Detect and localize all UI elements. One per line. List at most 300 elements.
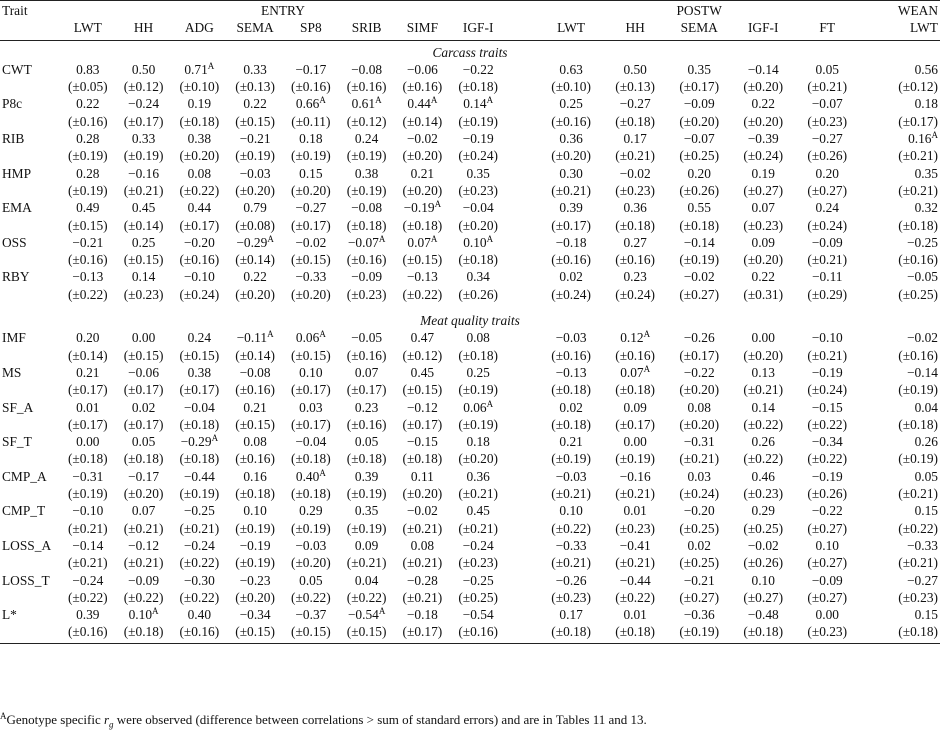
correlation-value [539, 199, 603, 216]
genotype-specific-mark: A [207, 60, 215, 71]
standard-error: (±0.20) [743, 347, 784, 363]
standard-error: (±0.15) [123, 252, 164, 268]
table-row [0, 537, 940, 554]
standard-error: (±0.24) [679, 486, 720, 502]
correlation-value [450, 61, 506, 78]
correlation-value [539, 468, 603, 485]
correlation-value [227, 199, 283, 216]
value-text: −0.09 [811, 234, 843, 250]
value-text: 0.09 [354, 537, 379, 553]
standard-error: (±0.16) [346, 347, 387, 363]
trait-name: RIB [2, 131, 25, 147]
column-header-entry: HH [116, 19, 172, 40]
standard-error: (±0.21) [123, 555, 164, 571]
value-text: 0.24 [815, 200, 839, 216]
correlation-value [227, 130, 283, 147]
correlation-value [171, 572, 227, 589]
value-text: 0.25 [466, 364, 490, 380]
group-header-wean: WEAN [859, 1, 940, 20]
value-text: 0.49 [76, 200, 100, 216]
genotype-specific-mark: A [378, 606, 386, 617]
value-text: 0.01 [623, 503, 647, 519]
standard-error: (±0.19) [235, 520, 275, 536]
correlation-value [60, 537, 116, 554]
standard-error: (±0.19) [615, 451, 655, 467]
standard-error: (±0.12) [123, 79, 164, 95]
correlation-value [795, 537, 859, 554]
standard-error: (±0.21) [123, 182, 164, 198]
value-text: −0.41 [619, 537, 651, 553]
table-row [0, 61, 940, 78]
correlation-value [795, 502, 859, 519]
standard-error: (±0.21) [67, 520, 108, 536]
correlation-value [339, 95, 395, 112]
value-text: 0.29 [299, 503, 323, 519]
value-text: 0.20 [76, 330, 100, 346]
standard-error: (±0.22) [67, 589, 108, 605]
standard-error: (±0.19) [291, 148, 331, 164]
standard-error: (±0.16) [346, 79, 387, 95]
standard-error: (±0.21) [551, 555, 591, 571]
standard-error: (±0.18) [539, 623, 603, 643]
value-text: −0.04 [462, 200, 494, 216]
correlation-value [395, 537, 451, 554]
value-text: −0.19 [811, 364, 843, 380]
standard-error: (±0.15) [402, 252, 443, 268]
correlation-value [60, 606, 116, 623]
standard-error: (±0.17) [67, 382, 108, 398]
standard-error: (±0.20) [458, 217, 499, 233]
value-text: 0.22 [751, 96, 775, 112]
value-text: −0.17 [128, 468, 160, 484]
genotype-specific-mark: A [486, 95, 494, 106]
value-text: 0.10 [299, 364, 323, 380]
correlation-value [603, 572, 667, 589]
value-text: 0.18 [299, 131, 323, 147]
correlation-value [395, 364, 451, 381]
value-text: −0.02 [683, 269, 715, 285]
value-text: 0.14 [751, 399, 775, 415]
value-text: −0.15 [406, 434, 438, 450]
standard-error: (±0.25) [679, 555, 720, 571]
correlation-value [395, 95, 451, 112]
value-text: 0.09 [751, 234, 775, 250]
correlation-value [116, 95, 172, 112]
section-title: Meat quality traits [420, 313, 520, 329]
standard-error: (±0.20) [551, 148, 591, 164]
value-text: 0.00 [76, 434, 100, 450]
correlation-value [339, 130, 395, 147]
standard-error: (±0.17) [179, 382, 220, 398]
standard-error: (±0.17) [291, 382, 331, 398]
standard-error: (±0.19) [667, 623, 731, 643]
value-text: 0.47 [410, 330, 435, 346]
correlation-value [171, 130, 227, 147]
value-text: 0.21 [559, 434, 583, 450]
standard-error: (±0.12) [402, 347, 443, 363]
standard-error: (±0.16) [235, 451, 275, 467]
correlation-value [339, 268, 395, 285]
value-text: 0.03 [687, 468, 711, 484]
standard-error: (±0.25) [458, 589, 499, 605]
standard-error: (±0.21) [743, 382, 784, 398]
correlation-value [539, 234, 603, 251]
correlation-value [603, 130, 667, 147]
correlation-value [227, 433, 283, 450]
correlation-value [227, 234, 283, 251]
value-text: −0.10 [183, 269, 215, 285]
standard-error: (±0.16) [291, 79, 331, 95]
value-text: −0.27 [295, 200, 327, 216]
standard-error: (±0.20) [235, 182, 275, 198]
value-text: 0.71 [184, 61, 208, 77]
value-text: 0.23 [623, 269, 647, 285]
standard-error: (±0.24) [458, 148, 499, 164]
correlation-value [116, 61, 172, 78]
value-text: 0.44 [187, 200, 212, 216]
standard-error: (±0.19) [123, 148, 164, 164]
value-text: −0.04 [295, 434, 327, 450]
correlation-value [731, 399, 795, 416]
value-text: 0.09 [623, 399, 647, 415]
correlation-value [450, 199, 506, 216]
standard-error: (±0.15) [339, 623, 395, 643]
correlation-value [731, 606, 795, 623]
correlation-value [283, 199, 339, 216]
correlation-value [60, 468, 116, 485]
correlation-value [539, 268, 603, 285]
correlation-value [116, 537, 172, 554]
correlation-value [60, 329, 116, 346]
correlation-value [60, 130, 116, 147]
value-text: −0.34 [811, 434, 843, 450]
trait-name: LOSS_T [2, 572, 50, 588]
correlation-value [795, 95, 859, 112]
standard-error: (±0.18) [346, 451, 387, 467]
standard-error: (±0.22) [179, 589, 220, 605]
standard-error: (±0.19) [898, 382, 938, 398]
standard-error: (±0.17) [615, 416, 655, 432]
value-text: −0.39 [747, 131, 779, 147]
value-text: 0.05 [914, 468, 938, 484]
value-text: −0.29 [236, 234, 268, 250]
standard-error: (±0.17) [123, 113, 164, 129]
value-text: 0.21 [76, 364, 100, 380]
value-text: 0.24 [354, 131, 379, 147]
correlation-value [171, 502, 227, 519]
value-text: −0.31 [72, 468, 104, 484]
correlation-value [450, 329, 506, 346]
standard-error: (±0.25) [679, 148, 720, 164]
correlation-value [731, 502, 795, 519]
standard-error: (±0.23) [795, 623, 859, 643]
standard-error: (±0.22) [807, 451, 848, 467]
value-text: 0.04 [354, 572, 379, 588]
correlation-value [859, 329, 940, 346]
standard-error: (±0.23) [615, 182, 655, 198]
trait-name: CMP_A [2, 468, 47, 484]
correlation-value [60, 95, 116, 112]
correlation-value [859, 61, 940, 78]
standard-error: (±0.27) [807, 182, 848, 198]
value-text: 0.22 [76, 96, 100, 112]
correlation-value [227, 329, 283, 346]
trait-name: CMP_T [2, 503, 46, 519]
column-header-postw: HH [603, 19, 667, 40]
value-text: 0.13 [751, 364, 775, 380]
correlation-value [450, 433, 506, 450]
standard-error: (±0.18) [179, 113, 220, 129]
value-text: 0.28 [76, 131, 100, 147]
genotype-specific-mark: A [319, 329, 326, 340]
correlation-value [539, 329, 603, 346]
table-row-se [0, 520, 940, 537]
table-row-se [0, 251, 940, 268]
value-text: −0.12 [128, 537, 160, 553]
standard-error: (±0.17) [551, 217, 591, 233]
standard-error: (±0.14) [123, 217, 164, 233]
correlation-value [795, 268, 859, 285]
correlation-value [859, 234, 940, 251]
value-text: 0.02 [131, 399, 156, 415]
standard-error: (±0.20) [291, 182, 331, 198]
value-text: 0.06 [295, 330, 320, 346]
standard-error: (±0.16) [60, 623, 116, 643]
correlation-value [539, 606, 603, 623]
table-row [0, 399, 940, 416]
genotype-specific-mark: A [319, 95, 326, 106]
value-text: −0.08 [351, 61, 383, 77]
correlation-value [731, 165, 795, 182]
standard-error: (±0.23) [807, 113, 848, 129]
value-text: −0.22 [683, 364, 715, 380]
standard-error: (±0.27) [807, 555, 848, 571]
standard-error: (±0.19) [679, 252, 720, 268]
standard-error: (±0.16) [551, 252, 591, 268]
correlation-value [450, 468, 506, 485]
table-row-se [0, 589, 940, 606]
correlation-value [667, 165, 731, 182]
value-text: −0.12 [406, 399, 438, 415]
correlation-value [60, 61, 116, 78]
genotype-specific-mark: A [267, 329, 274, 340]
correlation-value [667, 468, 731, 485]
standard-error: (±0.19) [458, 416, 499, 432]
value-text: −0.22 [462, 61, 494, 77]
value-text: −0.03 [295, 537, 327, 553]
correlation-value [339, 468, 395, 485]
value-text: 0.17 [623, 131, 647, 147]
column-header-entry: IGF-I [450, 19, 506, 40]
value-text: −0.03 [555, 468, 587, 484]
correlation-value [603, 537, 667, 554]
value-text: 0.21 [243, 399, 267, 415]
value-text: 0.07 [354, 364, 379, 380]
correlation-value [283, 61, 339, 78]
standard-error: (±0.16) [898, 347, 938, 363]
standard-error: (±0.18) [898, 217, 938, 233]
correlation-value [395, 399, 451, 416]
correlation-value [603, 199, 667, 216]
correlation-value [339, 199, 395, 216]
value-text: 0.21 [410, 165, 435, 181]
standard-error: (±0.21) [402, 555, 443, 571]
correlation-value [539, 572, 603, 589]
correlation-value [539, 95, 603, 112]
correlation-value [603, 61, 667, 78]
standard-error: (±0.23) [898, 589, 938, 605]
value-text: 0.35 [354, 503, 379, 519]
correlation-value [283, 606, 339, 623]
correlation-value [339, 364, 395, 381]
standard-error: (±0.15) [291, 252, 331, 268]
standard-error: (±0.18) [731, 623, 795, 643]
footnote-symbol-subscript: g [109, 719, 114, 730]
value-text: −0.14 [907, 364, 938, 380]
footnote-symbol: r [103, 712, 110, 727]
value-text: −0.48 [747, 607, 779, 623]
correlation-value [667, 234, 731, 251]
value-text: 0.10 [559, 503, 583, 519]
value-text: −0.07 [683, 131, 715, 147]
standard-error: (±0.21) [551, 182, 591, 198]
value-text: −0.03 [239, 165, 271, 181]
standard-error: (±0.15) [179, 347, 220, 363]
standard-error: (±0.21) [807, 79, 848, 95]
value-text: 0.63 [559, 61, 583, 77]
standard-error: (±0.16) [171, 623, 227, 643]
correlation-value [450, 165, 506, 182]
standard-error: (±0.21) [402, 589, 443, 605]
column-header-wean: LWT [859, 19, 940, 40]
standard-error: (±0.19) [346, 486, 387, 502]
value-text: 0.38 [187, 131, 212, 147]
correlation-value [339, 433, 395, 450]
table-row [0, 433, 940, 450]
correlation-value [171, 537, 227, 554]
value-text: 0.10 [751, 572, 775, 588]
value-text: 0.28 [76, 165, 100, 181]
correlation-value [539, 364, 603, 381]
correlation-value [283, 268, 339, 285]
value-text: 0.07 [131, 503, 156, 519]
standard-error: (±0.20) [679, 416, 720, 432]
standard-error: (±0.26) [807, 148, 848, 164]
standard-error: (±0.19) [346, 148, 387, 164]
standard-error: (±0.14) [67, 347, 108, 363]
value-text: −0.08 [351, 200, 383, 216]
value-text: 0.46 [751, 468, 775, 484]
value-text: −0.03 [555, 330, 587, 346]
correlation-value [116, 234, 172, 251]
table-row-se [0, 416, 940, 433]
value-text: −0.34 [239, 607, 271, 623]
standard-error: (±0.22) [898, 520, 938, 536]
value-text: 0.33 [243, 61, 267, 77]
standard-error: (±0.16) [67, 113, 108, 129]
correlation-value [339, 399, 395, 416]
value-text: −0.14 [747, 61, 779, 77]
standard-error: (±0.22) [743, 451, 784, 467]
value-text: −0.25 [183, 503, 215, 519]
correlation-value [283, 572, 339, 589]
correlation-value [539, 502, 603, 519]
standard-error: (±0.15) [235, 416, 275, 432]
table-row-se [0, 347, 940, 364]
standard-error: (±0.21) [551, 486, 591, 502]
group-header-postw: POSTW [539, 1, 859, 20]
value-text: −0.27 [619, 96, 651, 112]
value-text: 0.27 [623, 234, 647, 250]
standard-error: (±0.22) [402, 286, 443, 302]
value-text: 0.22 [751, 269, 775, 285]
standard-error: (±0.18) [859, 623, 940, 643]
correlation-value [171, 95, 227, 112]
table-row-se [0, 485, 940, 502]
correlation-value [450, 399, 506, 416]
correlation-value [795, 165, 859, 182]
table-row-se [0, 182, 940, 199]
value-text: 0.24 [187, 330, 212, 346]
genotype-specific-mark: A [378, 233, 386, 244]
correlation-value [859, 95, 940, 112]
value-text: −0.26 [683, 330, 715, 346]
correlation-value [795, 468, 859, 485]
correlation-value [171, 268, 227, 285]
value-text: 0.07 [751, 200, 775, 216]
table-row-se [0, 78, 940, 95]
standard-error: (±0.16) [450, 623, 506, 643]
value-text: 0.18 [466, 434, 490, 450]
value-text: −0.02 [907, 330, 938, 346]
value-text: 0.35 [914, 165, 938, 181]
correlation-value [795, 606, 859, 623]
correlation-value [171, 399, 227, 416]
correlation-value [60, 399, 116, 416]
table-body [0, 40, 940, 643]
standard-error: (±0.23) [743, 217, 784, 233]
standard-error: (±0.26) [743, 555, 784, 571]
value-text: 0.04 [914, 399, 938, 415]
table-row-se [0, 381, 940, 398]
standard-error: (±0.15) [67, 217, 108, 233]
standard-error: (±0.21) [898, 182, 938, 198]
value-text: 0.11 [410, 468, 434, 484]
standard-error: (±0.17) [395, 623, 451, 643]
value-text: −0.16 [619, 468, 651, 484]
value-text: 0.19 [751, 165, 775, 181]
value-text: 0.12 [620, 330, 644, 346]
trait-name: CWT [2, 61, 32, 77]
standard-error: (±0.17) [402, 416, 443, 432]
value-text: 0.02 [559, 269, 583, 285]
correlation-value [859, 502, 940, 519]
value-text: 0.01 [76, 399, 100, 415]
value-text: 0.00 [751, 330, 775, 346]
standard-error: (±0.13) [615, 79, 655, 95]
standard-error: (±0.26) [458, 286, 499, 302]
value-text: −0.11 [236, 330, 268, 346]
correlation-value [795, 199, 859, 216]
value-text: −0.10 [72, 503, 104, 519]
correlation-value [667, 268, 731, 285]
standard-error: (±0.21) [402, 520, 443, 536]
correlation-value [795, 234, 859, 251]
value-text: 0.07 [620, 364, 644, 380]
standard-error: (±0.18) [179, 416, 220, 432]
correlation-value [667, 537, 731, 554]
value-text: −0.07 [347, 234, 379, 250]
